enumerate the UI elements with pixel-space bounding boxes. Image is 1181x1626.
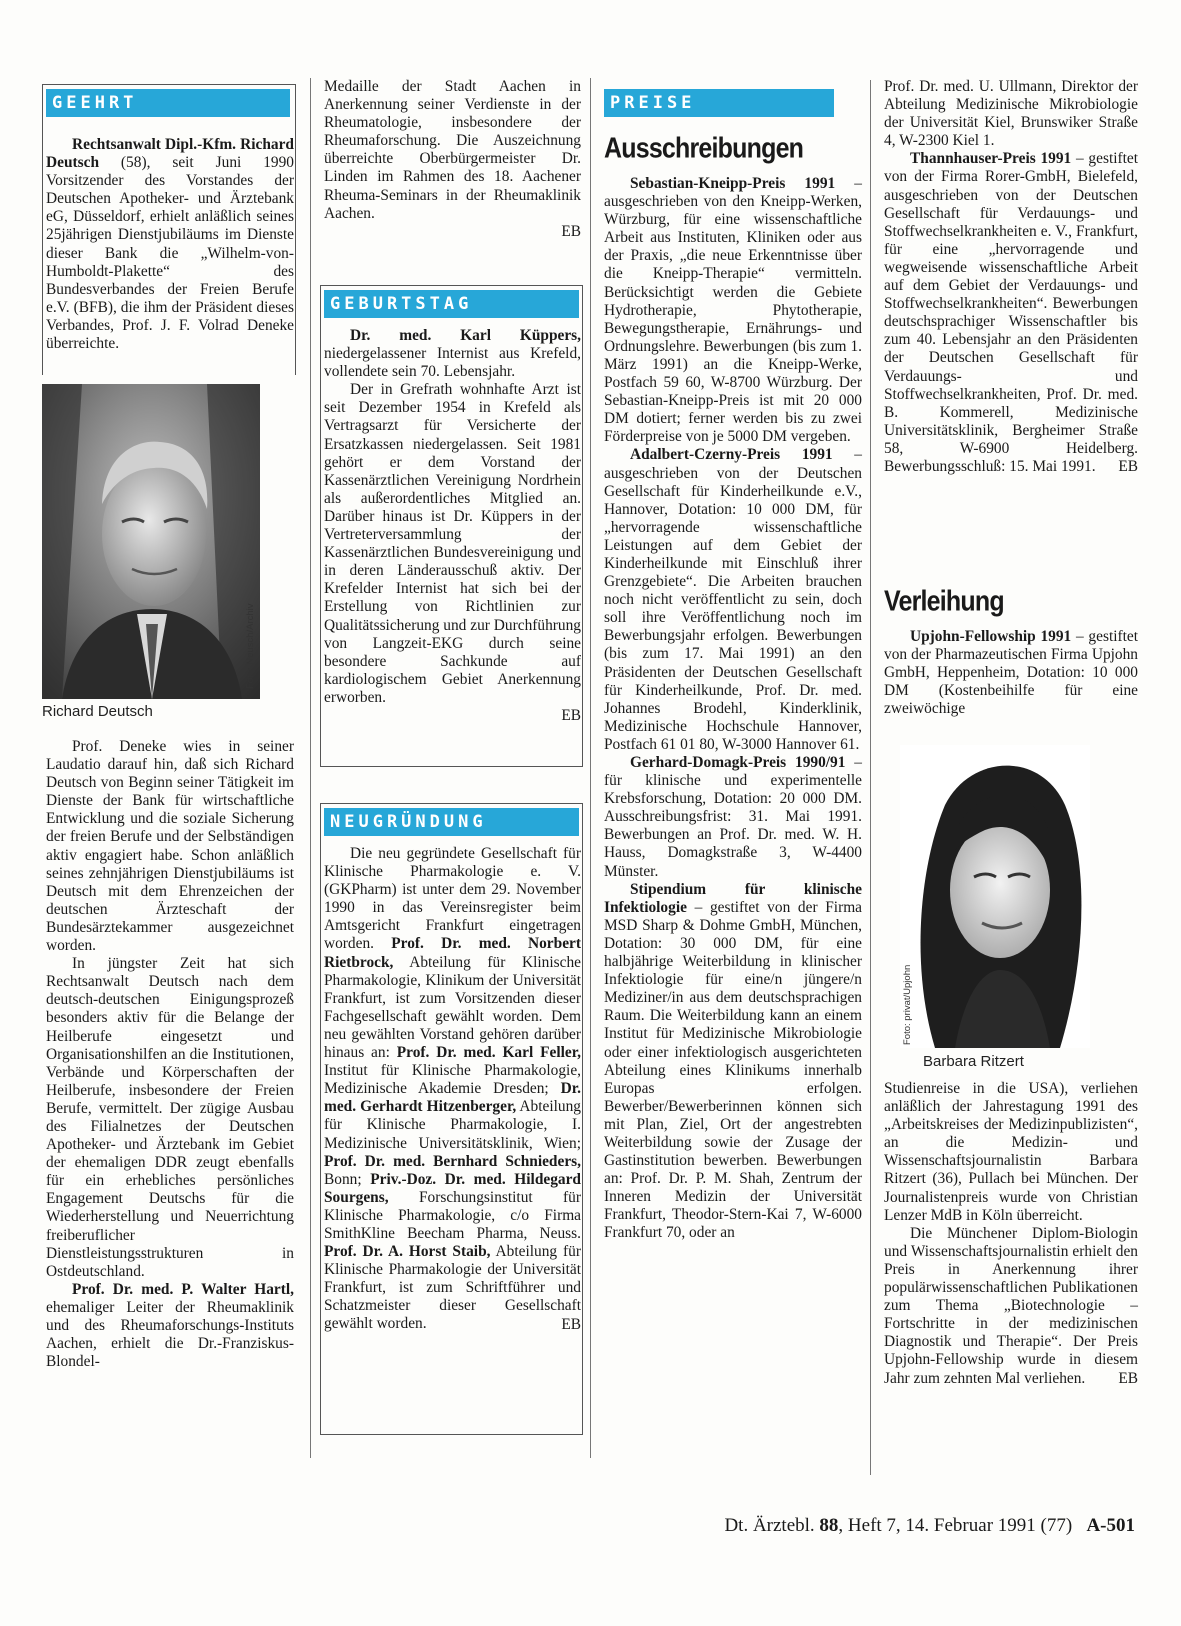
author-initials: EB [561, 706, 581, 724]
section-heading-verleihung: Verleihung [884, 585, 1004, 618]
photo-credit: Foto: privat/Upjohn [902, 964, 913, 1045]
journal-volume: 88 [819, 1515, 839, 1536]
neugruendung-text: Die neu gegründete Gesellschaft für Klinische Pharmakologie e. V. (GKPharm) ist unter dem 29. November 1990 in das Vereinsregister beim Amtsgericht Frankfurt eingetragen worden. Prof. Dr. med. Norbert Rietbrock, Abteilung für Klinische Pharmakologie, Klinikum der Universität Frankfurt, ist zum Vorsitzenden dieser Fachgesellschaft gewählt worden. Dem neu gewählten Vorstand gehören darüber hinaus an: Prof. Dr. med. Karl Feller, Institut für Klinische Pharmakologie, Medizinische Akademie Dresden; Dr. med. Gerhardt Hitzenberger, Abteilung für Klinische Pharmakologie, I. Medizinische Universitätsklinik, Wien; Prof. Dr. med. Bernhard Schnieders, Bonn; Priv.-Doz. Dr. med. Hildegard Sourgens, Forschungsinstitut für Klinische Pharmakologie, c/o Firma SmithKline Beecham Pharma, Neuss. Prof. Dr. A. Horst Staib, Abteilung für Klinische Pharmakologie der Universität Frankfurt, ist zum Schriftführer und Schatzmeister dieser Gesellschaft gewählt worden. EB [324, 845, 581, 1333]
photo-barbara-ritzert [900, 745, 1090, 1048]
journal-issue: , Heft 7, 14. Februar 1991 (77) [838, 1515, 1073, 1536]
geehrt-text: Rechtsanwalt Dipl.-Kfm. Richard Deutsch (58), seit Juni 1990 Vorsitzender des Vorstandes der Deutschen Apotheker- und Ärztebank eG, Düsseldorf, erhielt anläßlich seines 25jährigen Dienstjubiläums im Dienste dieser Bank die „Wilhelm-von-Humboldt-Plakette“ des Bundesverbandes der Freien Berufe e.V. (BFB), die ihm der Präsident dieses Verbandes, Prof. J. F. Volrad Deneke überreichte. [46, 136, 294, 353]
deutsch-article-text: Prof. Deneke wies in seiner Laudatio darauf hin, daß sich Richard Deutsch von Beginn seiner Tätigkeit im Dienste der Bank für wirtschaftliche Entwicklung und die soziale Sicherung der freien Berufe und der Selbständigen aktiv engagiert habe. Schon anläßlich seines zehnjährigen Dienstjubiläums ist Deutsch mit dem Ehrenzeichen der deutschen Ärzteschaft der Bundesärztekammer ausgezeichnet worden. In jüngster Zeit hat sich Rechtsanwalt Deutsch nach dem deutsch-deutschen Einigungsprozeß besonders aktiv für die Belange der Heilberufe eingesetzt und Organisationshilfen an die Institutionen, Verbände und Körperschaften der Heilberufe, insbesondere der Freien Berufe, vermittelt. Der zügige Ausbau des Filialnetzes der Deutschen Apotheker- und Ärztebank im Gebiet der ehemaligen DDR zeugt ebenfalls für ein erhebliches persönliches Engagement Deutschs für die Wiederherstellung und Neuerrichtung freiberuflicher Dienstleistungsstrukturen in Ostdeutschland. Prof. Dr. med. P. Walter Hartl, ehemaliger Leiter der Rheumaklinik und des Rheumaforschungs-Instituts Aachen, erhielt die Dr.-Franziskus-Blondel- [46, 738, 294, 1371]
section-banner-geburtstag: GEBURTSTAG [324, 290, 579, 318]
author-initials: EB [561, 222, 581, 240]
page-number: A-501 [1086, 1515, 1135, 1536]
verleihung-text-continued: Studienreise in die USA), verliehen anläßlich der Jahrestagung 1991 des „Arbeitskreises der Medizinpublizisten“, an die Medizin- und Wissenschaftsjournalistin Barbara Ritzert (36), Pullach bei München. Der Journalistenpreis wurde von Christian Lenzer MdB in Köln überreicht. Die Münchener Diplom-Biologin und Wissenschaftsjournalistin erhielt den Preis in Anerkennung ihrer populärwissenschaftlichen Publikationen zum Thema „Biotechnologie – Fortschritte in der medizinischen Diagnostik und Therapie“. Der Preis Upjohn-Fellowship wurde in diesem Jahr zum zehnten Mal verliehen. EB [884, 1080, 1138, 1387]
author-initials: EB [561, 1315, 581, 1333]
author-initials: EB [1118, 1369, 1138, 1387]
photo-credit: Foto: Neusch/Archiv [245, 603, 256, 689]
hartl-article-text: Medaille der Stadt Aachen in Anerkennung seiner Verdienste in der Rheumatologie, insbesondere der Rheumaforschung. Die Auszeichnung überreichte Oberbürgermeister Dr. Linden im Rahmen des 18. Aachener Rheuma-Seminars in der Rheumaklinik Aachen. EB [324, 78, 581, 240]
photo-richard-deutsch [42, 384, 260, 699]
preise-text-continued: Prof. Dr. med. U. Ullmann, Direktor der Abteilung Medizinische Mikrobiologie der Universität Kiel, Brunswiker Straße 4, W-2300 Kiel 1. Thannhauser-Preis 1991 – gestiftet von der Firma Rorer-GmbH, Bielefeld, ausgeschrieben von der Deutschen Gesellschaft für Verdauungs- und Stoffwechselkrankheiten e. V., Frankfurt, für eine „hervorragende und wegweisende wissenschaftliche Arbeit auf dem Gebiet der Verdauungs- und Stoffwechselkrankheiten“. Bewerbungen deutschsprachiger Wissenschaftler bis zum 40. Lebensjahr an den Präsidenten der Deutschen Gesellschaft für Verdauungs- und Stoffwechselkrankheiten, Prof. Dr. med. B. Kommerell, Medizinische Universitätsklinik, Bergheimer Straße 58, W-6900 Heidelberg. Bewerbungsschluß: 15. Mai 1991. EB [884, 78, 1139, 476]
section-banner-neugruendung: NEUGRÜNDUNG [324, 808, 579, 836]
column-divider [870, 80, 871, 1475]
section-banner-preise: PREISE [604, 89, 834, 117]
page-footer [724, 1515, 1135, 1537]
author-initials: EB [1118, 458, 1138, 476]
preise-text: Sebastian-Kneipp-Preis 1991 – ausgeschrieben von den Kneipp-Werken, Würzburg, für eine wissenschaftliche Arbeit aus Instituten, Kliniken oder aus der Praxis, „die neue Erkenntnisse über die Kneipp-Therapie“ vermitteln. Berücksichtigt werden die Gebiete Hydrotherapie, Phytotherapie, Bewegungstherapie, Ernährungs- und Ordnungslehre. Bewerbungen (bis zum 1. März 1991) an die Kneipp-Werke, Postfach 59 60, W-8700 Würzburg. Der Sebastian-Kneipp-Preis ist mit 20 000 DM dotiert; ferner werden bis zu zwei Förderpreise von je 5000 DM vergeben. Adalbert-Czerny-Preis 1991 – ausgeschrieben von der Deutschen Gesellschaft für Kinderheilkunde e.V., Hannover, Dotation: 10 000 DM, für „hervorragende wissenschaftliche Leistungen auf dem Gebiet der Kinderheilkunde mit Einschluß ihrer Grenzgebiete“. Die Arbeiten brauchen noch nicht veröffentlicht zu sein, doch soll ihre Veröffentlichung noch im Bewerbungsjahr erfolgen. Bewerbungen (bis zum 17. Mai 1991) an den Präsidenten der Deutschen Gesellschaft für Kinderheilkunde, Prof. Dr. med. Johannes Brodehl, Kinderklinik, Medizinische Hochschule Hannover, Postfach 61 01 80, W-3000 Hannover 61. Gerhard-Domagk-Preis 1990/91 – für klinische und experimentelle Krebsforschung, Dotation: 20 000 DM. Ausschreibungsfrist: 31. Mai 1991. Bewerbungen an Prof. Dr. med. W. H. Hauss, Domagkstraße 3, W-4400 Münster. Stipendium für klinische Infektiologie – gestiftet von der Firma MSD Sharp & Dohme GmbH, München, Dotation: 30 000 DM, für eine halbjährige Weiterbildung in klinischer Infektiologie für eine/n jüngere/n Mediziner/in aus dem deutschsprachigen Raum. Die Weiterbildung kann an einem Institut für Medizinische Mikrobiologie oder einer infektiologisch ausgerichteten Abteilung eines Klinikums innerhalb Europas erfolgen. Bewerber/Bewerberinnen können sich mit Plan, Ziel, Ort der angestrebten Weiterbildung sowie der Zusage der Gastinstitution bewerben. Bewerbungen an: Prof. Dr. P. M. Shah, Zentrum der Inneren Medizin der Universität Frankfurt, Theodor-Stern-Kai 7, W-6000 Frankfurt 70, oder an [604, 175, 862, 1242]
geburtstag-text: Dr. med. Karl Küppers, niedergelassener Internist aus Krefeld, vollendete sein 70. Lebensjahr. Der in Grefrath wohnhafte Arzt ist seit Dezember 1954 in Krefeld als Vertragsarzt für Versicherte der Ersatzkassen niedergelassen. Seit 1981 gehört er dem Vorstand der Kassenärztlichen Vereinigung Nordrhein als außerordentliches Mitglied an. Darüber hinaus ist Dr. Küppers in der Vertreterversammlung der Kassenärztlichen Bundesvereinigung und in deren Länderausschuß aktiv. Der Krefelder Internist hat sich bei der Erstellung von Richtlinien zur Qualitätssicherung und zur Durchführung von Langzeit-EKG durch seine besondere Sachkunde auf kardiologischem Gebiet Anerkennung erworben. EB [324, 327, 581, 724]
person-name: Rechtsanwalt Dipl.-Kfm. Richard Deutsch [46, 136, 294, 172]
photo-caption: Barbara Ritzert [923, 1053, 1024, 1070]
column-divider [310, 78, 311, 1458]
verleihung-text: Upjohn-Fellowship 1991 – gestiftet von der Pharmazeutischen Firma Upjohn GmbH, Heppenheim, Dotation: 10 000 DM (Kostenbeihilfe für eine zweiwöchige [884, 628, 1138, 718]
section-banner-geehrt: GEEHRT [46, 89, 290, 117]
column-divider [590, 78, 591, 1458]
section-heading-ausschreibungen: Ausschreibungen [604, 132, 804, 165]
journal-name: Dt. Ärztebl. [724, 1515, 815, 1536]
photo-caption: Richard Deutsch [42, 703, 153, 720]
